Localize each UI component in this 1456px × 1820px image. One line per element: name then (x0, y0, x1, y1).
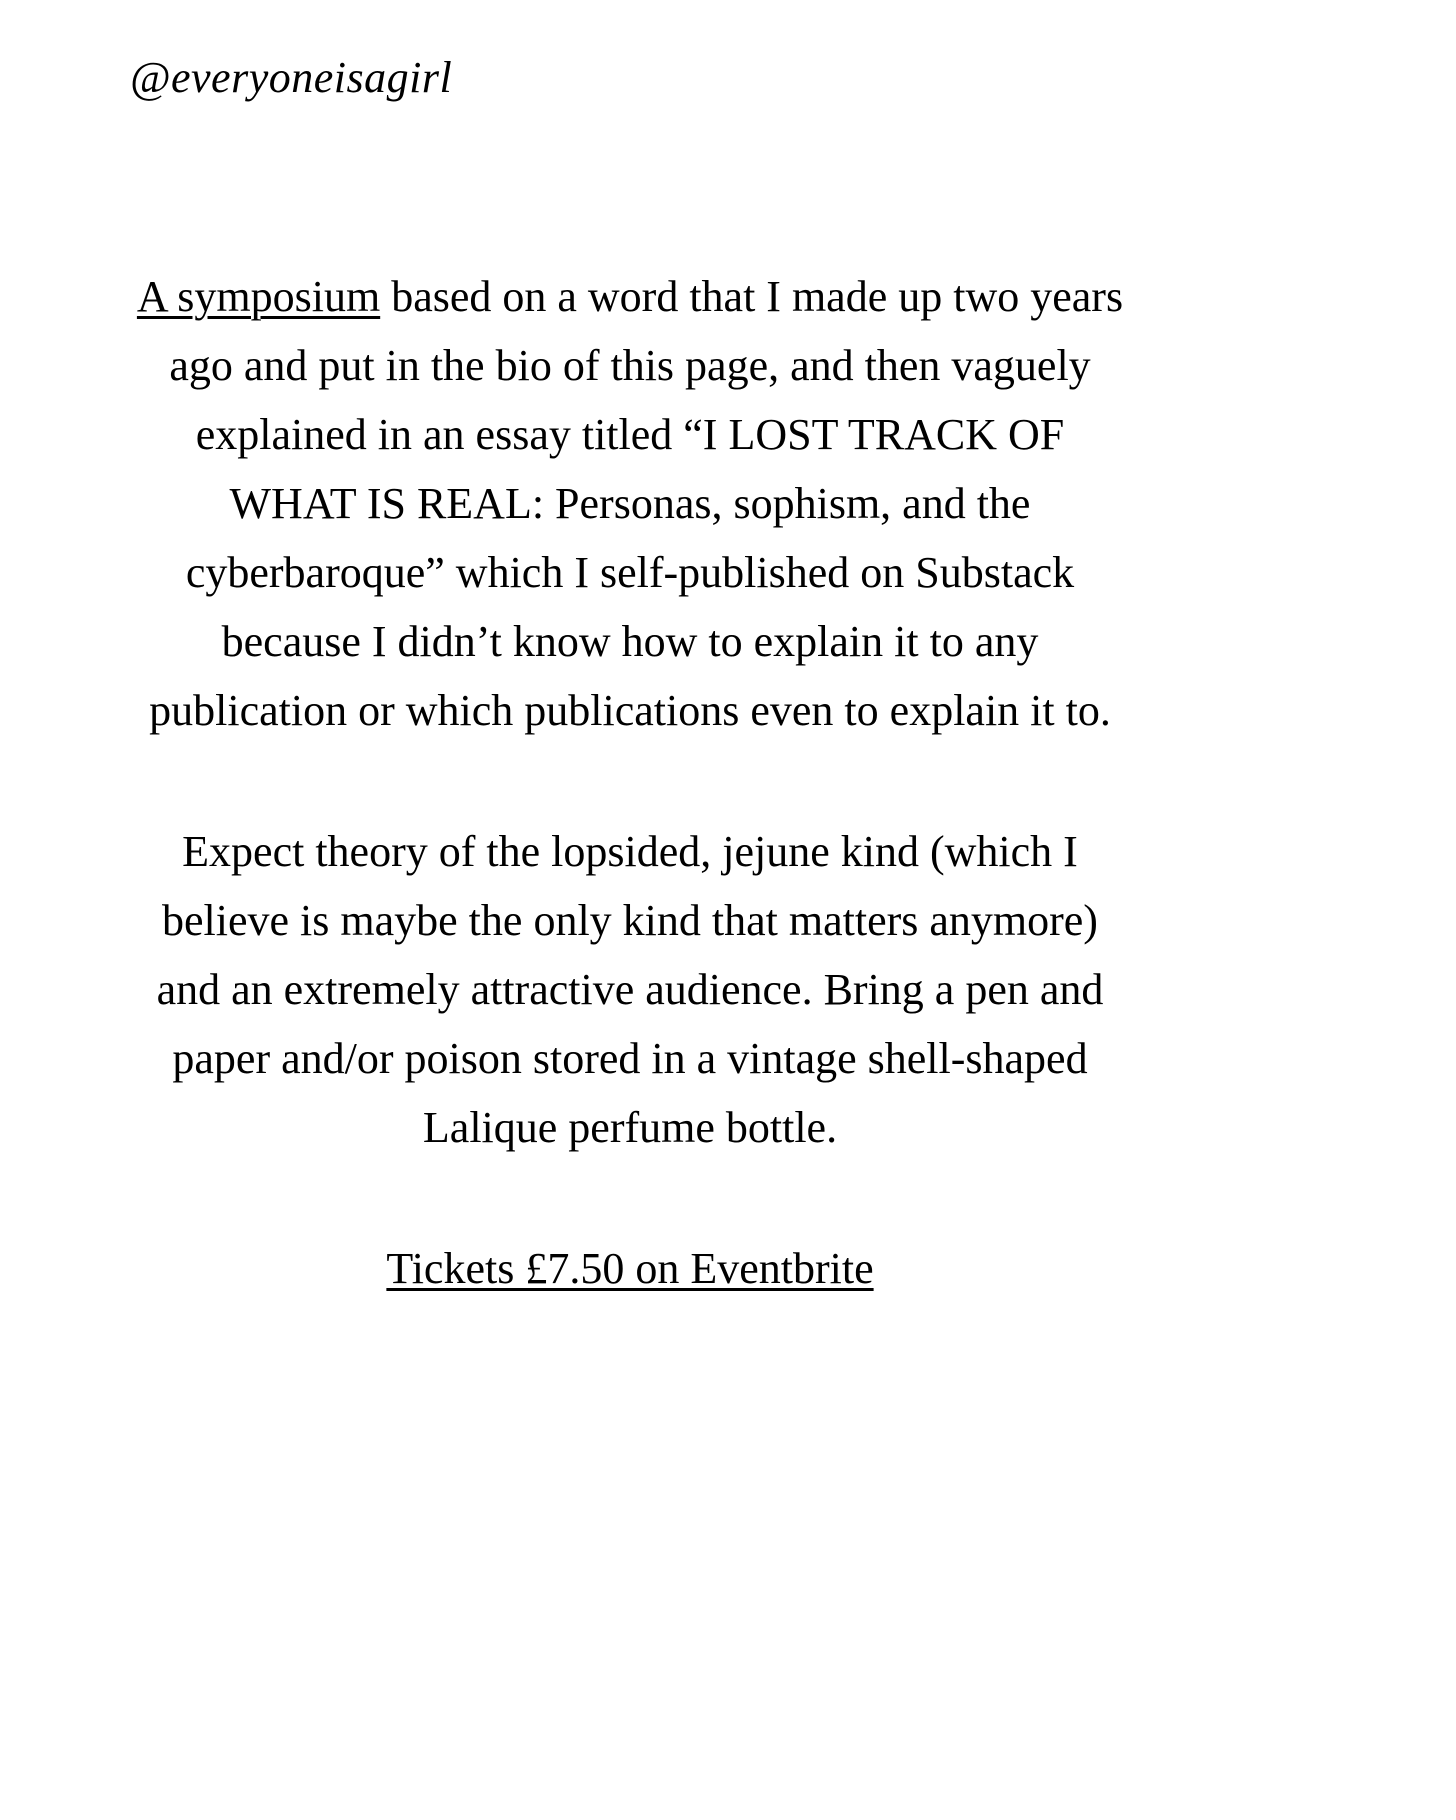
tickets-line (130, 1234, 1130, 1303)
event-description-paragraph (130, 262, 1130, 745)
flyer-body (130, 262, 1130, 1375)
symposium-underlined-text: A symposium (136, 272, 381, 321)
event-description-rest: based on a word that I made up two years ago and put in the bio of this page, and then vaguely explained in an essay titled “I LOST TRACK OF WHAT IS REAL: Personas, sophism, and the cyberbaroque” which I self-published on Substack because I didn’t know how to explain it to any publication or which publications even to explain it to. (149, 272, 1124, 735)
social-handle: @everyoneisagirl (130, 53, 453, 102)
event-details-paragraph: Expect theory of the lopsided, jejune kind (which I believe is maybe the only kind that matters anymore) and an extremely attractive audience. Bring a pen and paper and/or poison stored in a vintage shell-shaped Lalique perfume bottle. (156, 827, 1104, 1152)
tickets-eventbrite-link[interactable]: Tickets £7.50 on Eventbrite (386, 1244, 874, 1293)
